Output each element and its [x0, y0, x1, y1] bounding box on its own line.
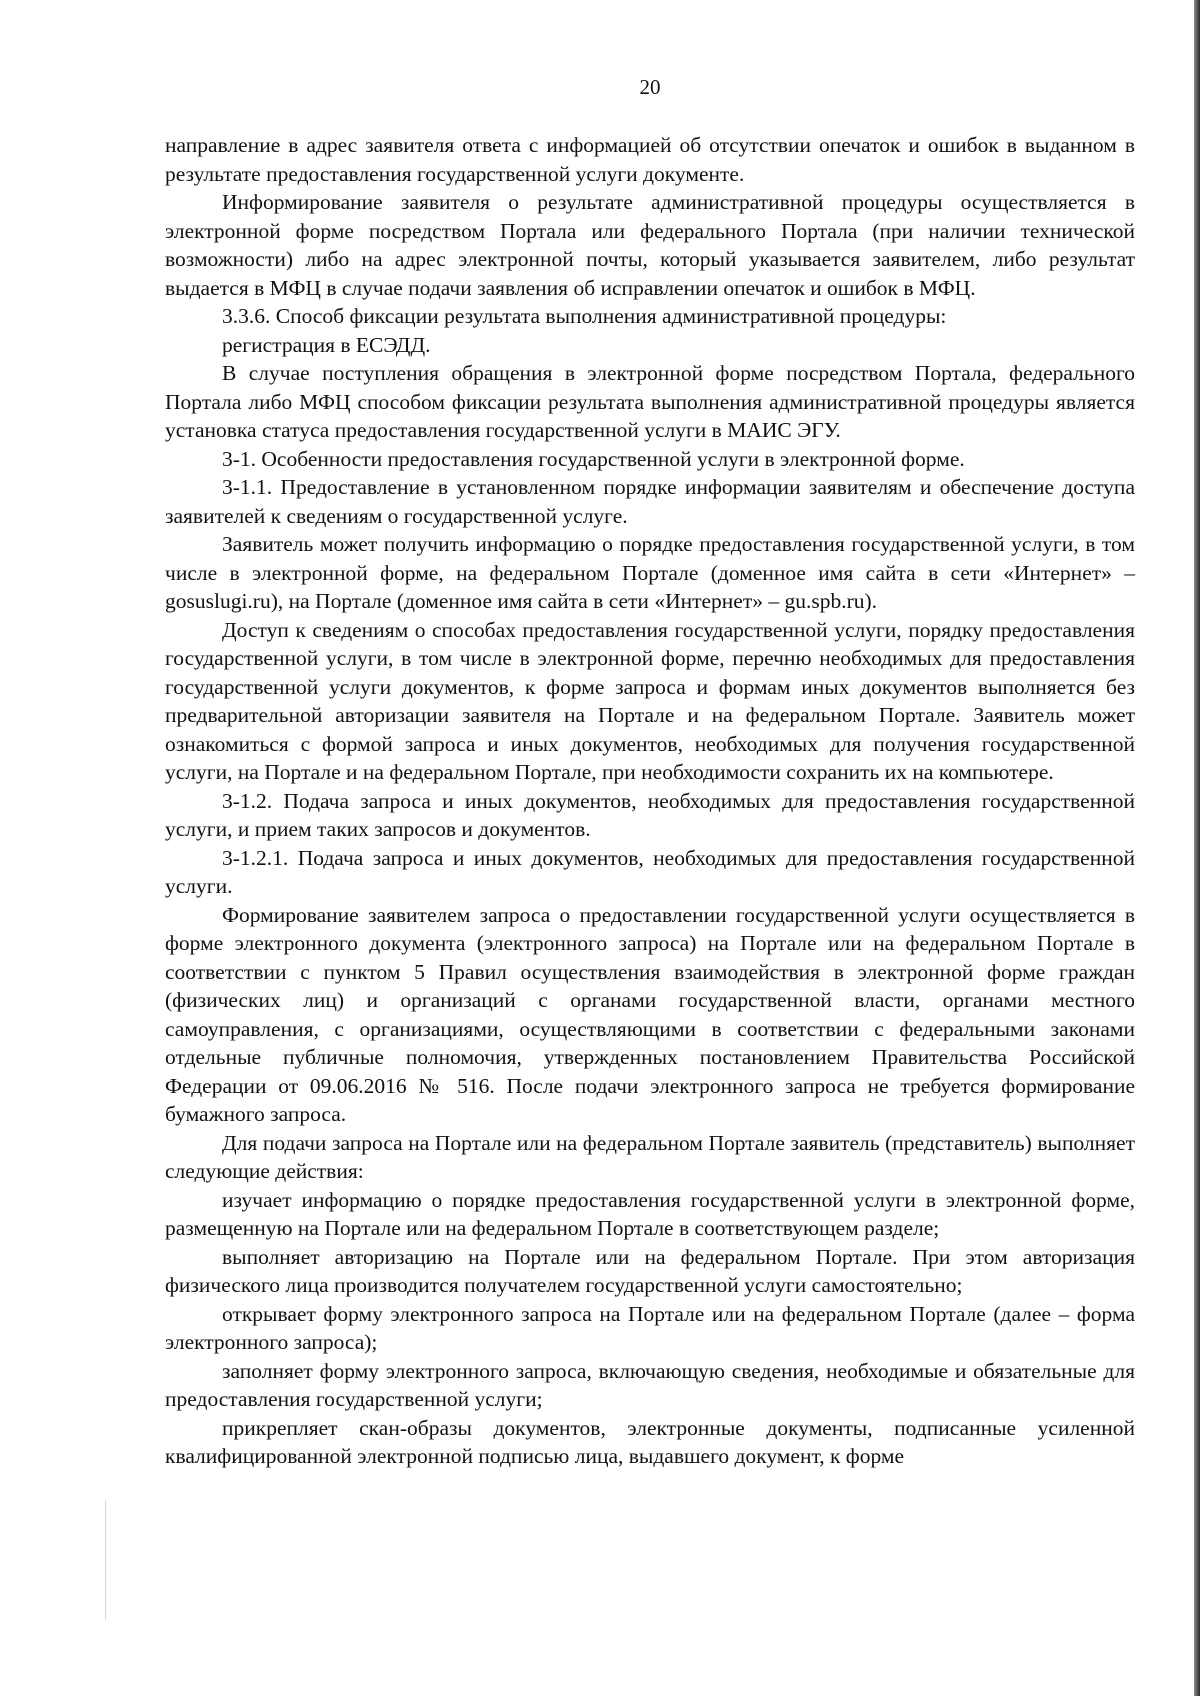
list-item: изучает информацию о порядке предоставления государственной услуги в электронной форме, размещенную на Портале или на федеральном Портале в соответствующем разделе;	[165, 1187, 1135, 1240]
subsection-heading: 3-1.2.1. Подача запроса и иных документов, необходимых для предоставления государственной услуги.	[165, 845, 1135, 898]
subsection-heading: 3-1.1. Предоставление в установленном порядке информации заявителям и обеспечение доступа заявителей к сведениям о государственной услуге.	[165, 475, 1135, 528]
paragraph: регистрация в ЕСЭДД.	[222, 332, 431, 357]
list-item: заполняет форму электронного запроса, включающую сведения, необходимые и обязательные для предоставления государственной услуги;	[165, 1358, 1135, 1411]
paragraph: Формирование заявителем запроса о предоставлении государственной услуги осуществляется в форме электронного документа (электронного запроса) на Портале или на федеральном Портале в соответствии с пунктом 5 Правил осуществления взаимодействия в электронной форме граждан (физических лиц) и организаций с органами государственной власти, органами местного самоуправления, с организациями, осуществляющими в соответствии с федеральными законами отдельные публичные полномочия, утвержденных постановлением Правительства Российской Федерации от 09.06.2016 № 516. После подачи электронного запроса не требуется формирование бумажного запроса.	[165, 902, 1135, 1126]
document-body	[165, 131, 1135, 1471]
list-item: прикрепляет скан-образы документов, электронные документы, подписанные усиленной квалифицированной электронной подписью лица, выдавшего документ, к форме	[165, 1415, 1135, 1468]
list-item: выполняет авторизацию на Портале или на федеральном Портале. При этом авторизация физического лица производится получателем государственной услуги самостоятельно;	[165, 1244, 1135, 1297]
page-number: 20	[639, 75, 661, 99]
paragraph: направление в адрес заявителя ответа с информацией об отсутствии опечаток и ошибок в выданном в результате предоставления государственной услуги документе.	[165, 133, 1135, 186]
paragraph: Заявитель может получить информацию о порядке предоставления государственной услуги, в том числе в электронной форме, на федеральном Портале (доменное имя сайта в сети «Интернет» – gosuslugi.ru), на Портале (доменное имя сайта в сети «Интернет» – gu.spb.ru).	[165, 532, 1135, 613]
page-edge-shadow	[1194, 0, 1200, 1696]
paragraph: В случае поступления обращения в электронной форме посредством Портала, федерального Портала либо МФЦ способом фиксации результата выполнения административной процедуры является установка статуса предоставления государственной услуги в МАИС ЭГУ.	[165, 361, 1135, 442]
list-item: открывает форму электронного запроса на Портале или на федеральном Портале (далее – форма электронного запроса);	[165, 1301, 1135, 1354]
paragraph: Для подачи запроса на Портале или на федеральном Портале заявитель (представитель) выполняет следующие действия:	[165, 1130, 1135, 1183]
subsection-heading: 3-1.2. Подача запроса и иных документов, необходимых для предоставления государственной услуги, и прием таких запросов и документов.	[165, 788, 1135, 841]
section-heading: 3-1. Особенности предоставления государственной услуги в электронной форме.	[222, 446, 965, 471]
paragraph: Доступ к сведениям о способах предоставления государственной услуги, порядку предоставления государственной услуги, в том числе в электронной форме, перечню необходимых для предоставления государственной услуги документов, к форме запроса и формам иных документов выполняется без предварительной авторизации заявителя на Портале и на федеральном Портале. Заявитель может ознакомиться с формой запроса и иных документов, необходимых для получения государственной услуги, на Портале и на федеральном Портале, при необходимости сохранить их на компьютере.	[165, 617, 1135, 784]
scan-artifact	[105, 1500, 106, 1620]
paragraph: Информирование заявителя о результате административной процедуры осуществляется в электронной форме посредством Портала или федерального Портала (при наличии технической возможности) либо на адрес электронной почты, который указывается заявителем, либо результат выдается в МФЦ в случае подачи заявления об исправлении опечаток и ошибок в МФЦ.	[165, 190, 1135, 300]
paragraph: 3.3.6. Способ фиксации результата выполнения административной процедуры:	[222, 304, 947, 328]
